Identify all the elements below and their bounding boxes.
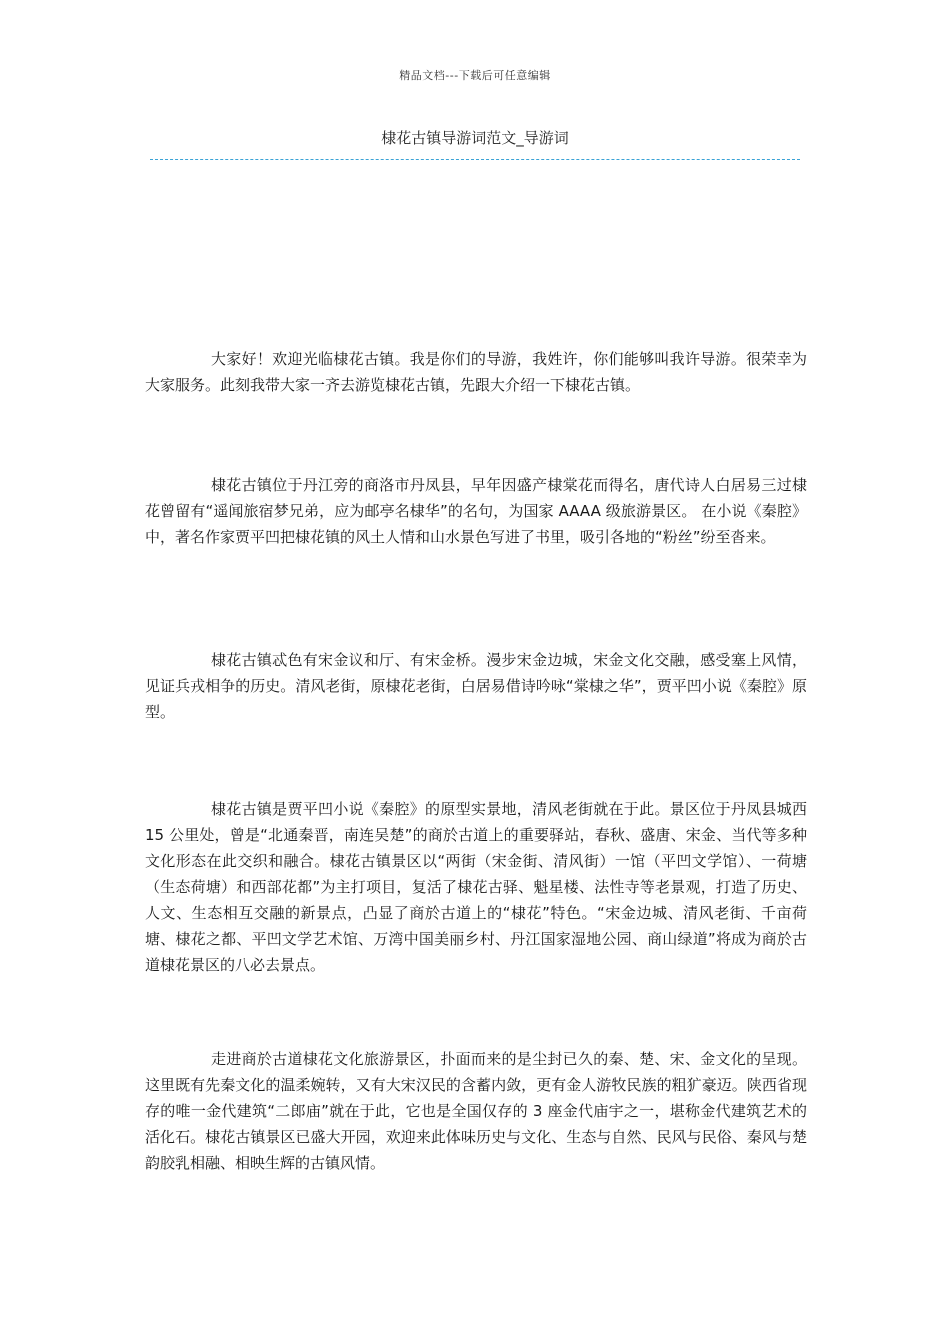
- paragraph-features: 棣花古镇忒色有宋金议和厅、有宋金桥。漫步宋金边城，宋金文化交融，感受塞上风情，见证兵戎相争的历史。清风老街，原棣花老街，白居易借诗吟咏“棠棣之华”，贾平凹小说《秦腔》原型。: [145, 651, 807, 721]
- document-title: 棣花古镇导游词范文_导游词: [381, 129, 569, 147]
- header-note: 精品文档---下载后可任意编辑: [399, 69, 551, 82]
- paragraph-welcome: 大家好！欢迎光临棣花古镇。我是你们的导游，我姓许，你们能够叫我许导游。很荣幸为大家服务。此刻我带大家一齐去游览棣花古镇，先跟大介绍一下棣花古镇。: [145, 350, 807, 394]
- paragraph-location: 棣花古镇位于丹江旁的商洛市丹凤县，早年因盛产棣棠花而得名，唐代诗人白居易三过棣花曾留有“遥闻旅宿梦兄弟，应为邮亭名棣华”的名句，为国家 AAAA 级旅游景区。 在小说《秦腔》中，著名作家贾平凹把棣花镇的风土人情和山水景色写进了书里，吸引各地的“粉丝”纷至沓来。: [145, 476, 807, 546]
- paragraph-scenic-area: 棣花古镇是贾平凹小说《秦腔》的原型实景地，清风老街就在于此。景区位于丹凤县城西 15 公里处，曾是“北通秦晋，南连吴楚”的商於古道上的重要驿站，春秋、盛唐、宋金、当代等多种文化形态在此交织和融合。棣花古镇景区以“两街（宋金街、清风街）一馆（平凹文学馆）、一荷塘（生态荷塘）和西部花都”为主打项目，复活了棣花古驿、魁星楼、法性寺等老景观，打造了历史、人文、生态相互交融的新景点，凸显了商於古道上的“棣花”特色。“宋金边城、清风老街、千亩荷塘、棣花之都、平凹文学艺术馆、万湾中国美丽乡村、丹江国家湿地公园、商山绿道”将成为商於古道棣花景区的八必去景点。: [145, 800, 807, 974]
- title-divider: [150, 159, 800, 160]
- paragraph-culture: 走进商於古道棣花文化旅游景区，扑面而来的是尘封已久的秦、楚、宋、金文化的呈现。这里既有先秦文化的温柔婉转，又有大宋汉民的含蓄内敛，更有金人游牧民族的粗犷豪迈。陕西省现存的唯一金代建筑“二郎庙”就在于此，它也是全国仅存的 3 座金代庙宇之一，堪称金代建筑艺术的活化石。棣花古镇景区已盛大开园，欢迎来此体味历史与文化、生态与自然、民风与民俗、秦风与楚韵胶乳相融、相映生辉的古镇风情。: [145, 1050, 807, 1172]
